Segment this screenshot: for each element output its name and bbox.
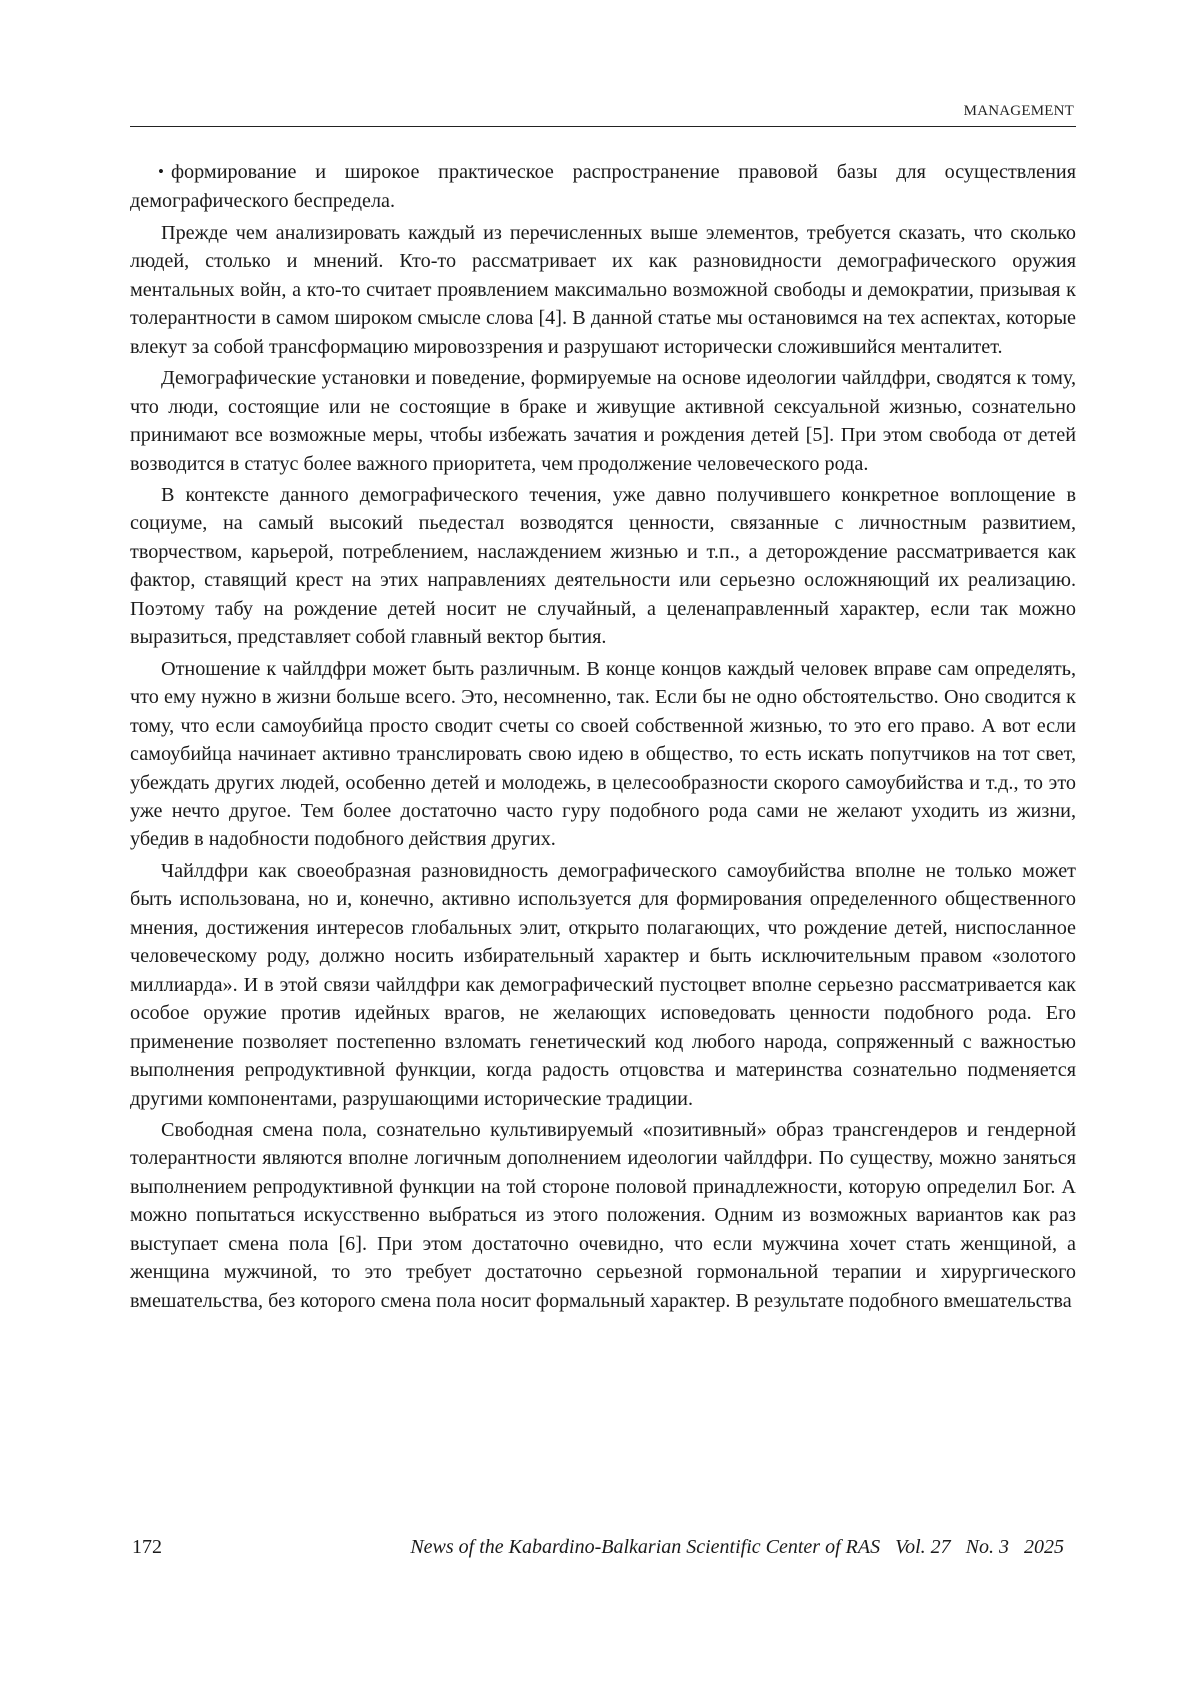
bullet-icon: • [158, 162, 164, 181]
paragraph: В контексте данного демографического течения, уже давно получившего конкретное во­площение в социуме, на самый высокий пьедестал возводятся ценности, связанные с лич­ностным развитием, творчеством, карьерой, потреблением, наслаждением жизнью и т.п., а деторождение рассматривается как фактор, ставящий крест на этих направлениях деятель­ности или серьезно осложняющий их реализацию. Поэтому табу на рождение детей носит не случайный, а целенаправленный характер, если так можно выразиться, представляет со­бой главный вектор бытия. [130, 481, 1076, 652]
section-label: MANAGEMENT [964, 103, 1074, 120]
paragraph: Демографические установки и поведение, формируемые на основе идеологии чайлдфри, сводятся к тому, что люди, состоящие или не состоящие в браке и живущие активной сек­суальной жизнью, сознательно принимают все возможные меры, чтобы избежать зачатия и рождения детей [5]. При этом свобода от детей возводится в статус более важного прио­ритета, чем продолжение человеческого рода. [130, 364, 1076, 478]
paragraph: Прежде чем анализировать каждый из перечисленных выше элементов, требуется сказать, что сколько людей, столько и мнений. Кто-то рассматривает их как разновидности демогра­фического оружия ментальных войн, а кто-то считает проявлением максимально возможной свободы и демократии, призывая к толерантности в самом широком смысле слова [4]. В дан­ной статье мы остановимся на тех аспектах, которые влекут за собой трансформацию ми­ровоззрения и разрушают исторически сложившийся менталитет. [130, 219, 1076, 361]
bullet-paragraph [130, 158, 1076, 216]
journal-year: 2025 [1024, 1536, 1064, 1558]
article-body [130, 158, 1076, 1315]
journal-volume: Vol. 27 [895, 1536, 951, 1558]
paragraph: Свободная смена пола, сознательно культивируемый «позитивный» образ трансгендеров и гендерной толерантности являются вполне логичным дополнением идеологии чайлдфри. По существу, можно заняться выполнением репродуктивной функции на той стороне поло­вой принадлежности, которую определил Бог. А можно попытаться искусственно выбраться из этого положения. Одним из возможных вариантов как раз выступает смена пола [6]. При этом достаточно очевидно, что если мужчина хочет стать женщиной, а женщина мужчиной, то это требует достаточно серьезной гормональной терапии и хирургического вмешательства, без которого смена пола носит формальный характер. В результате подобного вмешательства [130, 1116, 1076, 1315]
running-header [130, 100, 1076, 127]
journal-issue: No. 3 [966, 1536, 1009, 1558]
journal-title: News of the Kabardino-Balkarian Scientific Center of RAS [410, 1536, 880, 1558]
page-footer [130, 1536, 1076, 1562]
paragraph-text: формирование и широкое практическое распространение правовой базы для осу­ществления демографического беспредела. [130, 161, 1076, 212]
paragraph: Чайлдфри как своеобразная разновидность демографического самоубийства вполне не только может быть использована, но и, конечно, активно используется для формиро­вания определенного общественного мнения, достижения интересов глобальных элит, открыто полагающих, что рождение детей, ниспосланное человеческому роду, должно носить избирательный характер и быть исключительным правом «золотого миллиарда». И в этой связи чайлдфри как демографический пустоцвет вполне серьезно рассматрива­ется как особое оружие против идейных врагов, не желающих исповедовать ценности подобного рода. Его применение позволяет постепенно взломать генетический код лю­бого народа, сопряженный с важностью выполнения репродуктивной функции, когда ра­дость отцовства и материнства сознательно подменяется другими компонентами, разру­шающими исторические традиции. [130, 857, 1076, 1113]
journal-reference [410, 1536, 1064, 1559]
paragraph: Отношение к чайлдфри может быть различным. В конце концов каждый человек вправе сам определять, что ему нужно в жизни больше всего. Это, несомненно, так. Если бы не одно обстоятельство. Оно сводится к тому, что если самоубийца просто сводит счеты со своей собственной жизнью, то это его право. А вот если самоубийца начинает активно транслировать свою идею в общество, то есть искать попутчиков на тот свет, убеждать других людей, особенно детей и молодежь, в целесообразности скорого самоубийства и т.д., то это уже нечто другое. Тем более достаточно часто гуру подобного рода сами не желают уходить из жизни, убедив в надобности подобного действия других. [130, 655, 1076, 854]
page-number: 172 [132, 1536, 162, 1559]
